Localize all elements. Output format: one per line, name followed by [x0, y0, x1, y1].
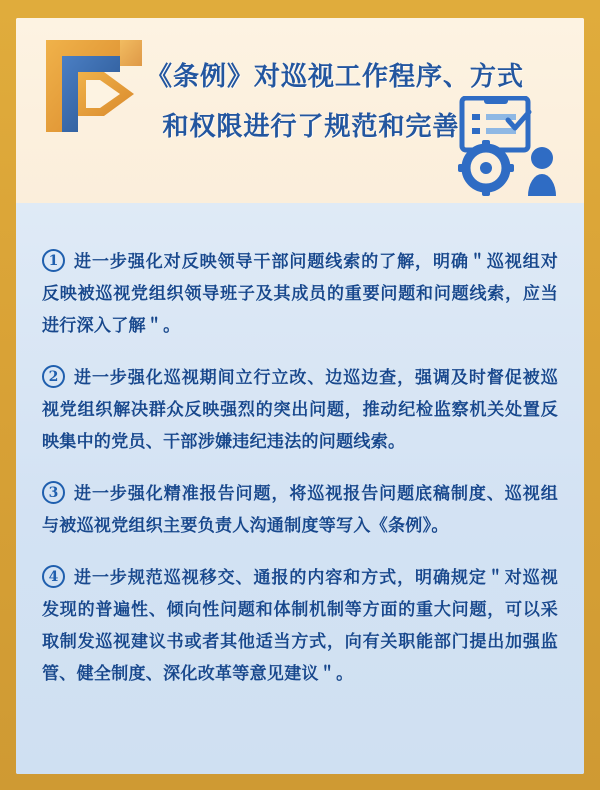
list-item [42, 246, 558, 342]
poster-body [16, 203, 584, 774]
list-item-text: 进一步强化对反映领导干部问题线索的了解，明确＂巡视组对反映被巡视党组织领导班子及其成员的重要问题和问题线索，应当进行深入了解＂。 [42, 252, 558, 336]
list-item [42, 362, 558, 458]
list-item-number: 1 [42, 249, 65, 272]
poster-title [146, 52, 525, 152]
list-item-text: 进一步强化巡视期间立行立改、边巡边查，强调及时督促被巡视党组织解决群众反映强烈的突出问题，推动纪检监察机关处置反映集中的党员、干部涉嫌违纪违法的问题线索。 [42, 368, 558, 452]
poster-title-line-1: 《条例》对巡视工作程序、方式 [146, 52, 476, 102]
penrose-triangle-logo-icon [42, 36, 150, 140]
list-item-number: 3 [42, 481, 65, 504]
list-item [42, 562, 558, 690]
list-item-number: 4 [42, 565, 65, 588]
poster-card [16, 18, 584, 774]
list-item [42, 478, 558, 542]
list-item-text: 进一步规范巡视移交、通报的内容和方式，明确规定＂对巡视发现的普遍性、倾向性问题和体制机制等方面的重大问题，可以采取制发巡视建议书或者其他适当方式，向有关职能部门提出加强监管、健全制度、深化改革等意见建议＂。 [42, 568, 558, 684]
poster-header [16, 18, 584, 203]
poster-title-line-2: 和权限进行了规范和完善 [146, 102, 476, 152]
clipboard-checklist-gear-person-icon [456, 96, 568, 196]
list-item-text: 进一步强化精准报告问题，将巡视报告问题底稿制度、巡视组与被巡视党组织主要负责人沟通制度等写入《条例》。 [42, 484, 558, 536]
list-item-number: 2 [42, 365, 65, 388]
